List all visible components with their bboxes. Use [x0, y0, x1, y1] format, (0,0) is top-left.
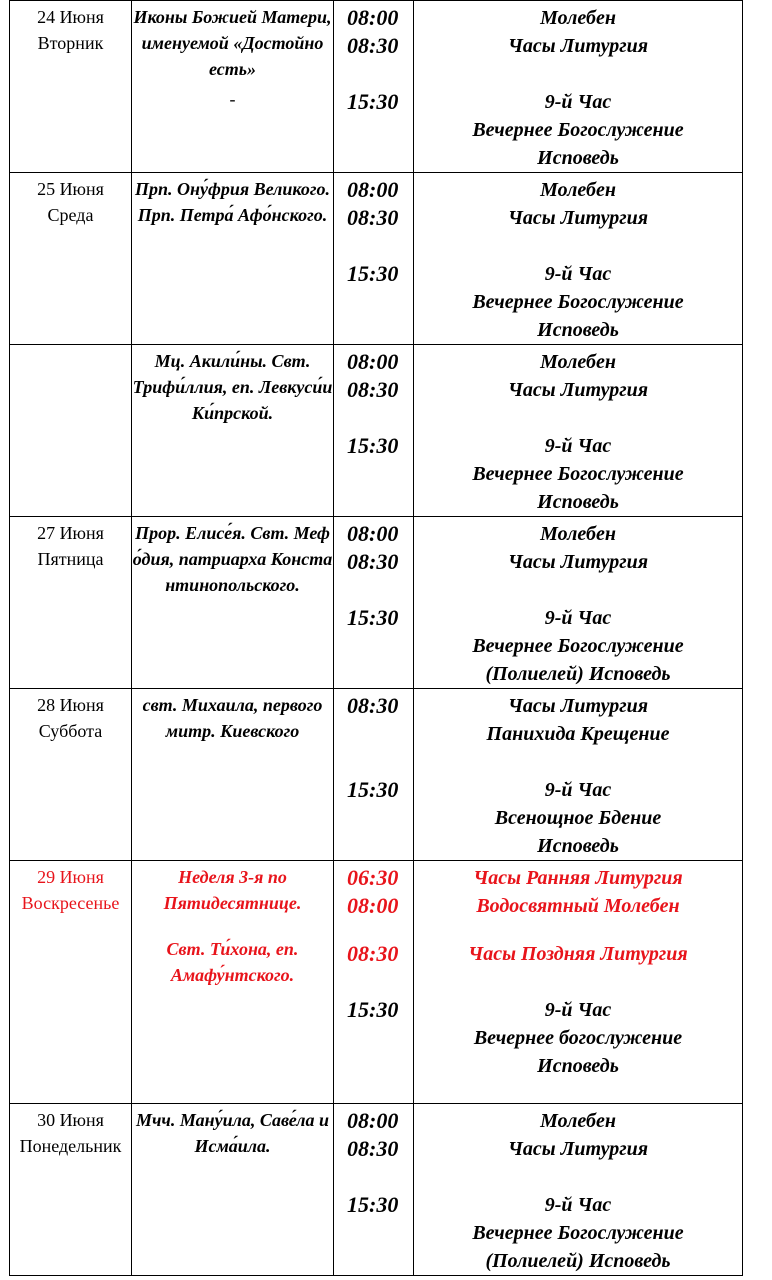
service-time: 15:30 — [347, 777, 399, 802]
service-time: 08:00 — [347, 5, 399, 30]
service-name: Часы Литургия — [507, 207, 649, 229]
date-cell — [10, 517, 132, 689]
service-name: Часы Литургия — [507, 379, 649, 401]
feast-cell — [132, 173, 334, 345]
table-row — [10, 173, 743, 345]
date: 30 Июня — [37, 1110, 104, 1130]
feast-note: - — [229, 89, 236, 109]
services-cell — [414, 861, 743, 1104]
feast-cell — [132, 517, 334, 689]
time-cell — [334, 345, 414, 517]
services-cell — [414, 1104, 743, 1276]
time-cell — [334, 861, 414, 1104]
table-row — [10, 689, 743, 861]
service-name: Исповедь — [537, 835, 619, 857]
service-time: 15:30 — [347, 1192, 399, 1217]
weekday: Понедельник — [19, 1136, 122, 1156]
service-name: Молебен — [540, 351, 616, 373]
service-time: 15:30 — [347, 261, 399, 286]
service-name: 9-й Час — [544, 1194, 612, 1216]
service-name: Вечернее богослужение — [473, 1027, 683, 1049]
service-name: 9-й Час — [544, 435, 612, 457]
service-time: 08:00 — [347, 177, 399, 202]
service-time: 08:30 — [347, 33, 399, 58]
time-cell — [334, 1104, 414, 1276]
service-name: Исповедь — [537, 319, 619, 341]
service-name: Молебен — [540, 523, 616, 545]
service-name: Часы Литургия — [507, 695, 649, 717]
service-name: Вечернее Богослужение — [472, 119, 684, 141]
service-time: 08:30 — [347, 941, 399, 966]
service-time: 08:30 — [347, 1136, 399, 1161]
weekday: Воскресенье — [21, 893, 120, 913]
table-row — [10, 1, 743, 173]
service-time: 06:30 — [347, 865, 399, 890]
service-time: 08:00 — [347, 893, 399, 918]
service-name: Часы Литургия — [507, 551, 649, 573]
service-time: 08:30 — [347, 693, 399, 718]
date-cell — [10, 173, 132, 345]
time-cell — [334, 173, 414, 345]
services-cell — [414, 517, 743, 689]
schedule-table — [9, 0, 743, 1276]
services-cell — [414, 1, 743, 173]
feast-cell — [132, 1, 334, 173]
feast-name: Мц. Акили́ны. Свт. Трифи́ллия, еп. Левкуси́и Ки́прской. — [132, 351, 333, 423]
date-cell — [10, 861, 132, 1104]
service-name: 9-й Час — [544, 999, 612, 1021]
feast-cell — [132, 689, 334, 861]
service-name: 9-й Час — [544, 607, 612, 629]
service-name: 9-й Час — [544, 779, 612, 801]
date: 24 Июня — [37, 7, 104, 27]
service-time: 08:00 — [347, 349, 399, 374]
date-cell — [10, 689, 132, 861]
services-cell — [414, 689, 743, 861]
weekday: Вторник — [37, 33, 104, 53]
table-row — [10, 1104, 743, 1276]
date: 29 Июня — [37, 867, 104, 887]
service-name: Исповедь — [537, 147, 619, 169]
date: 25 Июня — [37, 179, 104, 199]
service-time: 15:30 — [347, 89, 399, 114]
time-cell — [334, 517, 414, 689]
service-name: Вечернее Богослужение — [472, 635, 684, 657]
service-time: 08:00 — [347, 1108, 399, 1133]
feast-cell — [132, 345, 334, 517]
service-time: 15:30 — [347, 605, 399, 630]
service-time: 15:30 — [347, 997, 399, 1022]
service-name: Панихида Крещение — [486, 723, 670, 745]
service-name: Часы Ранняя Литургия — [473, 867, 683, 889]
service-name: Исповедь — [537, 1055, 619, 1077]
feast-name: Мчч. Ману́ила, Саве́ла и Исма́ила. — [135, 1110, 330, 1156]
service-name: Молебен — [540, 179, 616, 201]
feast-name-secondary: Свт. Ти́хона, еп. Амафу́нтского. — [166, 939, 299, 985]
time-cell — [334, 689, 414, 861]
service-time: 08:30 — [347, 549, 399, 574]
feast-name: Неделя 3-я по Пятидесятнице. — [163, 867, 302, 913]
service-time: 08:30 — [347, 205, 399, 230]
time-cell — [334, 1, 414, 173]
services-cell — [414, 345, 743, 517]
service-name: Часы Литургия — [507, 1138, 649, 1160]
service-time: 08:00 — [347, 521, 399, 546]
feast-cell — [132, 1104, 334, 1276]
service-name: (Полиелей) Исповедь — [485, 663, 671, 685]
weekday: Среда — [47, 205, 94, 225]
service-name: 9-й Час — [544, 91, 612, 113]
service-name: Молебен — [540, 7, 616, 29]
table-row — [10, 345, 743, 517]
service-name: 9-й Час — [544, 263, 612, 285]
service-name: Вечернее Богослужение — [472, 1222, 684, 1244]
service-name: Исповедь — [537, 491, 619, 513]
service-name: Часы Поздняя Литургия — [468, 943, 688, 965]
service-time: 08:30 — [347, 377, 399, 402]
weekday: Суббота — [38, 721, 103, 741]
date-cell — [10, 1, 132, 173]
table-row — [10, 517, 743, 689]
feast-name: свт. Михаила, первого митр. Киевского — [142, 695, 323, 741]
feast-name: Прор. Елисе́я. Свт. Мефо́дия, патриарха Константинопольского. — [132, 523, 333, 595]
service-name: Часы Литургия — [507, 35, 649, 57]
service-name: Вечернее Богослужение — [472, 291, 684, 313]
services-cell — [414, 173, 743, 345]
service-name: (Полиелей) Исповедь — [485, 1250, 671, 1272]
feast-name: Прп. Ону́фрия Великого. Прп. Петра́ Афо́нского. — [134, 179, 331, 225]
table-row — [10, 861, 743, 1104]
date: 27 Июня — [37, 523, 104, 543]
feast-name: Иконы Божией Матери, именуемой «Достойно есть» — [133, 7, 332, 79]
weekday: Пятница — [37, 549, 104, 569]
service-name: Молебен — [540, 1110, 616, 1132]
service-name: Всенощное Бдение — [494, 807, 662, 829]
date: 28 Июня — [37, 695, 104, 715]
service-name: Водосвятный Молебен — [476, 895, 680, 917]
service-time: 15:30 — [347, 433, 399, 458]
date-cell — [10, 1104, 132, 1276]
feast-cell — [132, 861, 334, 1104]
date-cell — [10, 345, 132, 517]
service-name: Вечернее Богослужение — [472, 463, 684, 485]
